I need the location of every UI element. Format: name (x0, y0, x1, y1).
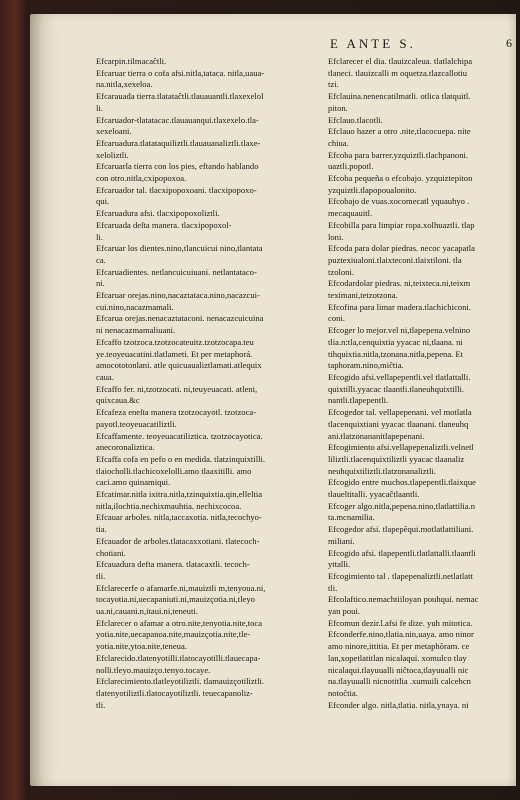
entry-line: Efclarecer el dia. tlauizcaleua. tlatlalchipa (328, 56, 473, 66)
entry-line: yotia.nite,uecapanoa.nite,mauizçotia.nite,tle- (96, 629, 251, 640)
entry-line: Efcofina para limar madera.tlachichiconi. (328, 301, 471, 312)
dictionary-entry (96, 185, 310, 208)
entry-line: Efcoba pequeña o efcobajo. yzquiztepiton (328, 173, 473, 184)
entry-line: yttalli. (328, 559, 351, 570)
entry-line: teximani,tetzotzona. (328, 290, 398, 301)
dictionary-entry (328, 407, 516, 442)
dictionary-entry (96, 161, 310, 184)
entry-line: ca. (96, 254, 106, 265)
dictionary-entry (328, 196, 516, 219)
entry-line: Efcauadura defta manera. tlatacaxtli. tecoch- (96, 559, 250, 570)
entry-line: Efclauina.nenencatilmatli. otlica tlatquitl. (328, 91, 471, 102)
running-head: E ANTE S. (330, 36, 416, 51)
entry-line: tzi. (328, 79, 339, 90)
dictionary-entry (328, 442, 516, 477)
dictionary-entry (96, 559, 310, 582)
book-page (30, 14, 516, 786)
entry-line: tlatenyotiliztli.tlatocayotiliztli. teuecapanoliz- (96, 687, 253, 698)
entry-line: Efcarauada tierra.tlatataĉtli.tlauauantli.tlaxexelol (96, 91, 264, 102)
entry-line: caci.amo quinamiqui. (96, 477, 171, 488)
entry-line: Efcogedor tal. vellapepenani. vel motlatla (328, 407, 472, 418)
dictionary-entry (328, 126, 516, 149)
entry-line: ani.tlatzonananitlapepenani. (328, 430, 425, 441)
dictionary-entry (96, 208, 310, 220)
entry-line: Efclarecido.tlatenyotilli.tlatocayotilli.tlauecapa- (96, 652, 261, 663)
entry-line: Efclarecer o afamar a otro.nite,tenyotia.nite,toca (96, 617, 263, 628)
dictionary-entry (96, 243, 310, 266)
dictionary-entry (328, 115, 516, 127)
dictionary-entry (328, 700, 516, 712)
entry-line: li. (96, 231, 103, 242)
entry-line: quixcaua.&c (96, 395, 140, 406)
entry-line: ua.ni,cauani.n,itaui.ni,teneuti. (96, 606, 198, 617)
entry-line: Efcogido entre muchos.tlapepentli.tlaixque (328, 477, 476, 488)
entry-line: Efcogimiento tal . tlapepenaliztli.netlatlatt (328, 570, 473, 581)
entry-line: ta.mcnamilia. (328, 512, 375, 523)
entry-line: Efcogedor afsi. tlapepēqui.motlatlattiliani. (328, 524, 474, 535)
dictionary-entry (328, 325, 516, 372)
entry-line: caua. (96, 371, 114, 382)
entry-line: Efclarecerfe o afamarfe.ni,mauiztli m,tenyoua.ni, (96, 582, 266, 593)
entry-line: Efcaffamente. teoyeuacatiliztica. tzotzocayotica. (96, 430, 263, 441)
entry-line: na.tlayuualli nicnotitlia .xumuili calcehcn (328, 676, 471, 687)
entry-line: ni. (96, 278, 105, 289)
entry-line: Efcaruar orejas.nino,nacaztataca.nino,nacazcui- (96, 290, 260, 301)
entry-line: amo ninore,ittitia. Et per metaphōram. ce (328, 641, 470, 652)
entry-line: tocayotia.ni,uecapaniuti.ni,mauizçotia.ni,tleyo (96, 594, 255, 605)
entry-line: Efcaruador-tlatatacac.tlauauanqui.tlaxexelo.tla- (96, 114, 259, 125)
dictionary-entry (96, 138, 310, 161)
entry-line: nolli.tleyo.mauizço.tenyo.tocaye. (96, 664, 211, 675)
entry-line: ni nenacazmamaliuani. (96, 325, 176, 336)
entry-line: tzoloni. (328, 266, 355, 277)
dictionary-entry (96, 313, 310, 336)
entry-line: ye.teoyeuacatini.tlatlameti. Et per metaphorá. (96, 348, 253, 359)
entry-line: miliani. (328, 535, 355, 546)
entry-line: li. (96, 102, 103, 113)
entry-line: Efcogimiento afsi.vellapepenaliztli.velnetl (328, 442, 474, 453)
entry-line: cui.nino,nacazmamali. (96, 301, 174, 312)
entry-line: uaztli.popotl. (328, 161, 374, 172)
dictionary-entry (96, 489, 310, 512)
dictionary-entry (328, 618, 516, 630)
dictionary-entry (96, 115, 310, 138)
entry-line: Efcoger algo.nitla,pepena.nino,tlatlattilia.n (328, 500, 475, 511)
dictionary-entry (96, 384, 310, 407)
entry-line: tli. (96, 699, 106, 710)
entry-line: con otro.nitla,cxipopoxoa. (96, 173, 187, 184)
dictionary-entry (96, 267, 310, 290)
entry-line: quixtilli.yyacac tlaantli.tlaneuhquixtilli. (328, 383, 465, 394)
entry-line: tlaueltitalli. yyacaĉtlaantli. (328, 489, 420, 500)
entry-line: mecaquauitl. (328, 208, 373, 219)
dictionary-entry (328, 501, 516, 524)
entry-line: Efconder algo. nitla,tlatia. nitla,ynaya. ni (328, 699, 469, 710)
dictionary-entry (96, 290, 310, 313)
entry-line: Efcogido afsi.vellapepentli.vel tlatlattalli. (328, 371, 471, 382)
entry-line: Efcaruada deſta manera. tlacxipopoxol- (96, 219, 232, 230)
entry-line: yan poui. (328, 606, 360, 617)
entry-line: Efcaruadura afsi. tlacxipopoxoliztli. (96, 208, 220, 219)
dictionary-entry (328, 548, 516, 571)
dictionary-entry (96, 91, 310, 114)
entry-line: Efcauar arboles. nitla,taccaxotia. nitla,tecochyo- (96, 512, 262, 523)
dictionary-entry (328, 220, 516, 243)
entry-line: tlia.n:tla,cenquixtia yyacac ni,tlaana. ni (328, 336, 463, 347)
entry-line: Efcaruador tal. tlacxipopoxoani. tlacxipopoxo- (96, 184, 257, 195)
entry-line: Efcaruar tierra o cofa afsi.nitla,tataca. nitla,uaua- (96, 67, 265, 78)
dictionary-entry (328, 372, 516, 407)
entry-line: Efcaruadientes. netlancuicuiuani. netlantataco- (96, 266, 257, 277)
entry-line: piton. (328, 102, 348, 113)
entry-line: Efcobilla para limpiar ropa.xolhuaztli. tlap (328, 219, 475, 230)
entry-line: yotia.nite,ytoa.nite,teneua. (96, 641, 187, 652)
dictionary-entry (328, 91, 516, 114)
dictionary-entry (328, 524, 516, 547)
entry-line: loni. (328, 231, 344, 242)
entry-line: tihquixtia.nitla,tzonana.nitla,pepena. Et (328, 348, 464, 359)
entry-line: neuhquixtiliztli.tlatzonanaliztli. (328, 465, 436, 476)
entry-line: amocototonlani. atle quicuaualiztlamati.atlequix (96, 360, 262, 371)
dictionary-entry (328, 150, 516, 173)
dictionary-entry (328, 56, 516, 91)
entry-line: Efcatimar.nitla ixitra.nitla,tzinquixtia.qin,elleltia (96, 489, 263, 500)
dictionary-entry (96, 56, 310, 68)
entry-line: Efclauo.tlacotli. (328, 114, 383, 125)
entry-line: xexeloani. (96, 126, 132, 137)
entry-line: tlaneci. tlauizcalli m oquetza.tlazcallotiu (328, 67, 468, 78)
left-column (96, 56, 310, 776)
entry-line: Efcauador de arboles.tlatacaxxotiani. tlatecoch- (96, 535, 260, 546)
entry-line: Efcobajo de vuas.xocomecatl yquauhyo . (328, 196, 470, 207)
entry-line: xeloliztli. (96, 149, 129, 160)
entry-line: yzquiztli.tlapopoualonito. (328, 184, 417, 195)
entry-line: Efclauo hazer a otro .nite,tlacocuepa. nite (328, 126, 471, 137)
page-header (278, 36, 514, 52)
dictionary-entry (96, 454, 310, 489)
entry-line: puztexiualoni.tlaixteconi.tlaixtiloni. tla (328, 254, 462, 265)
dictionary-entry (328, 594, 516, 617)
entry-line: Efcaffa cofa en pefo o en medida. tlatzinquixtilli. (96, 453, 266, 464)
entry-line: tlacenquixtiani yyacac tlaanani. tlaneuhq (328, 418, 469, 429)
dictionary-entry (328, 173, 516, 196)
dictionary-entry (96, 583, 310, 618)
entry-line: payotl.teoyeuacatiliztli. (96, 418, 177, 429)
entry-line: Efcoba para barrer.yzquiztli.tlachpanoni. (328, 149, 469, 160)
entry-line: tli. (328, 582, 338, 593)
entry-line: na.nitla,xexeloa. (96, 79, 153, 90)
dictionary-entry (96, 676, 310, 711)
entry-line: tia. (96, 524, 107, 535)
entry-line: qui. (96, 196, 110, 207)
entry-line: Efcafeza eneſta manera tzotzocayotl. tzotzoca- (96, 407, 257, 418)
dictionary-entry (328, 571, 516, 594)
entry-line: lan,xopetlatitlan nicalaqui. xomulco tlay (328, 652, 467, 663)
entry-line: liliztli.tlacenquixtiliztli yyacac tlaanaliz (328, 453, 465, 464)
entry-line: Efcaruadura.tlatataquiliztli.tlauauanaliztli.tlaxe- (96, 137, 261, 148)
dictionary-entry (96, 512, 310, 535)
entry-line: tli. (96, 570, 106, 581)
dictionary-entry (96, 68, 310, 91)
dictionary-entry (96, 220, 310, 243)
dictionary-entry (96, 407, 310, 430)
entry-line: Efcaffo fer. ni,tzotzocati. ni,teuyeuacati. atleni, (96, 383, 258, 394)
right-column (328, 56, 516, 776)
dictionary-entry (96, 618, 310, 653)
entry-line: Efconderfe.nino,tlatia.nin,uaya. amo ninor (328, 629, 474, 640)
dictionary-entry (328, 629, 516, 699)
entry-line: Efcodardolar piedras. ni,teixteca.ni,teixm (328, 278, 471, 289)
entry-line: Efcarpin.tilmacaĉtli. (96, 56, 167, 66)
entry-line: coni. (328, 313, 345, 324)
entry-line: Efcaffo tzotzoca.tzotzocateuitz.tzotzocapa.teu (96, 336, 254, 347)
entry-line: Efclarecimiento.tlatleyotiliztli. tlamauizçotiliztli. (96, 676, 264, 687)
entry-line: Efcolaftico.nemachtiiloyan pouhqui. nemac (328, 594, 479, 605)
entry-line: taphoram.nino,miĉtia. (328, 360, 404, 371)
entry-line: nicalaqui.tlayuualli niĉtoca,tlayuualli nic (328, 664, 469, 675)
dictionary-entry (328, 278, 516, 301)
entry-line: notoĉtia. (328, 687, 358, 698)
dictionary-entry (96, 337, 310, 384)
entry-line: nitla,ilochtia.nechixmauhtia. nechixcocoa. (96, 500, 242, 511)
dictionary-entry (96, 536, 310, 559)
entry-line: Efcoda para dolar piedras. necoc yacapatla (328, 243, 475, 254)
dictionary-entry (96, 431, 310, 454)
dictionary-entry (328, 243, 516, 278)
entry-line: Efcaruar los dientes.nino,tlancuicui nino,tlantata (96, 243, 263, 254)
entry-line: Efcarua orejas.nenacaztataconi. nenacazcuicuina (96, 313, 264, 324)
dictionary-entry (328, 477, 516, 500)
entry-line: tlaiocholli.tlachicoxelolli.amo tlaaxitilli. amo (96, 465, 252, 476)
entry-line: anecoronaliztica. (96, 442, 155, 453)
entry-line: chotiani. (96, 547, 126, 558)
folio-number: 6 (506, 36, 512, 50)
entry-line: Efcomun dezir.l.afsi fe dize. yuh mitotica. (328, 617, 473, 628)
dictionary-entry (328, 302, 516, 325)
entry-line: Efcaruarla tierra con los pies, eftando hablando (96, 161, 259, 172)
entry-line: nantli.tlapepentli. (328, 395, 389, 406)
entry-line: chiua. (328, 137, 349, 148)
entry-line: Efcogido afsi. tlapepentli.tlatlattalli.tlaantli (328, 547, 476, 558)
dictionary-entry (96, 653, 310, 676)
entry-line: Efcoger lo mejor.vel ni,tlapepena.velnino (328, 325, 471, 336)
